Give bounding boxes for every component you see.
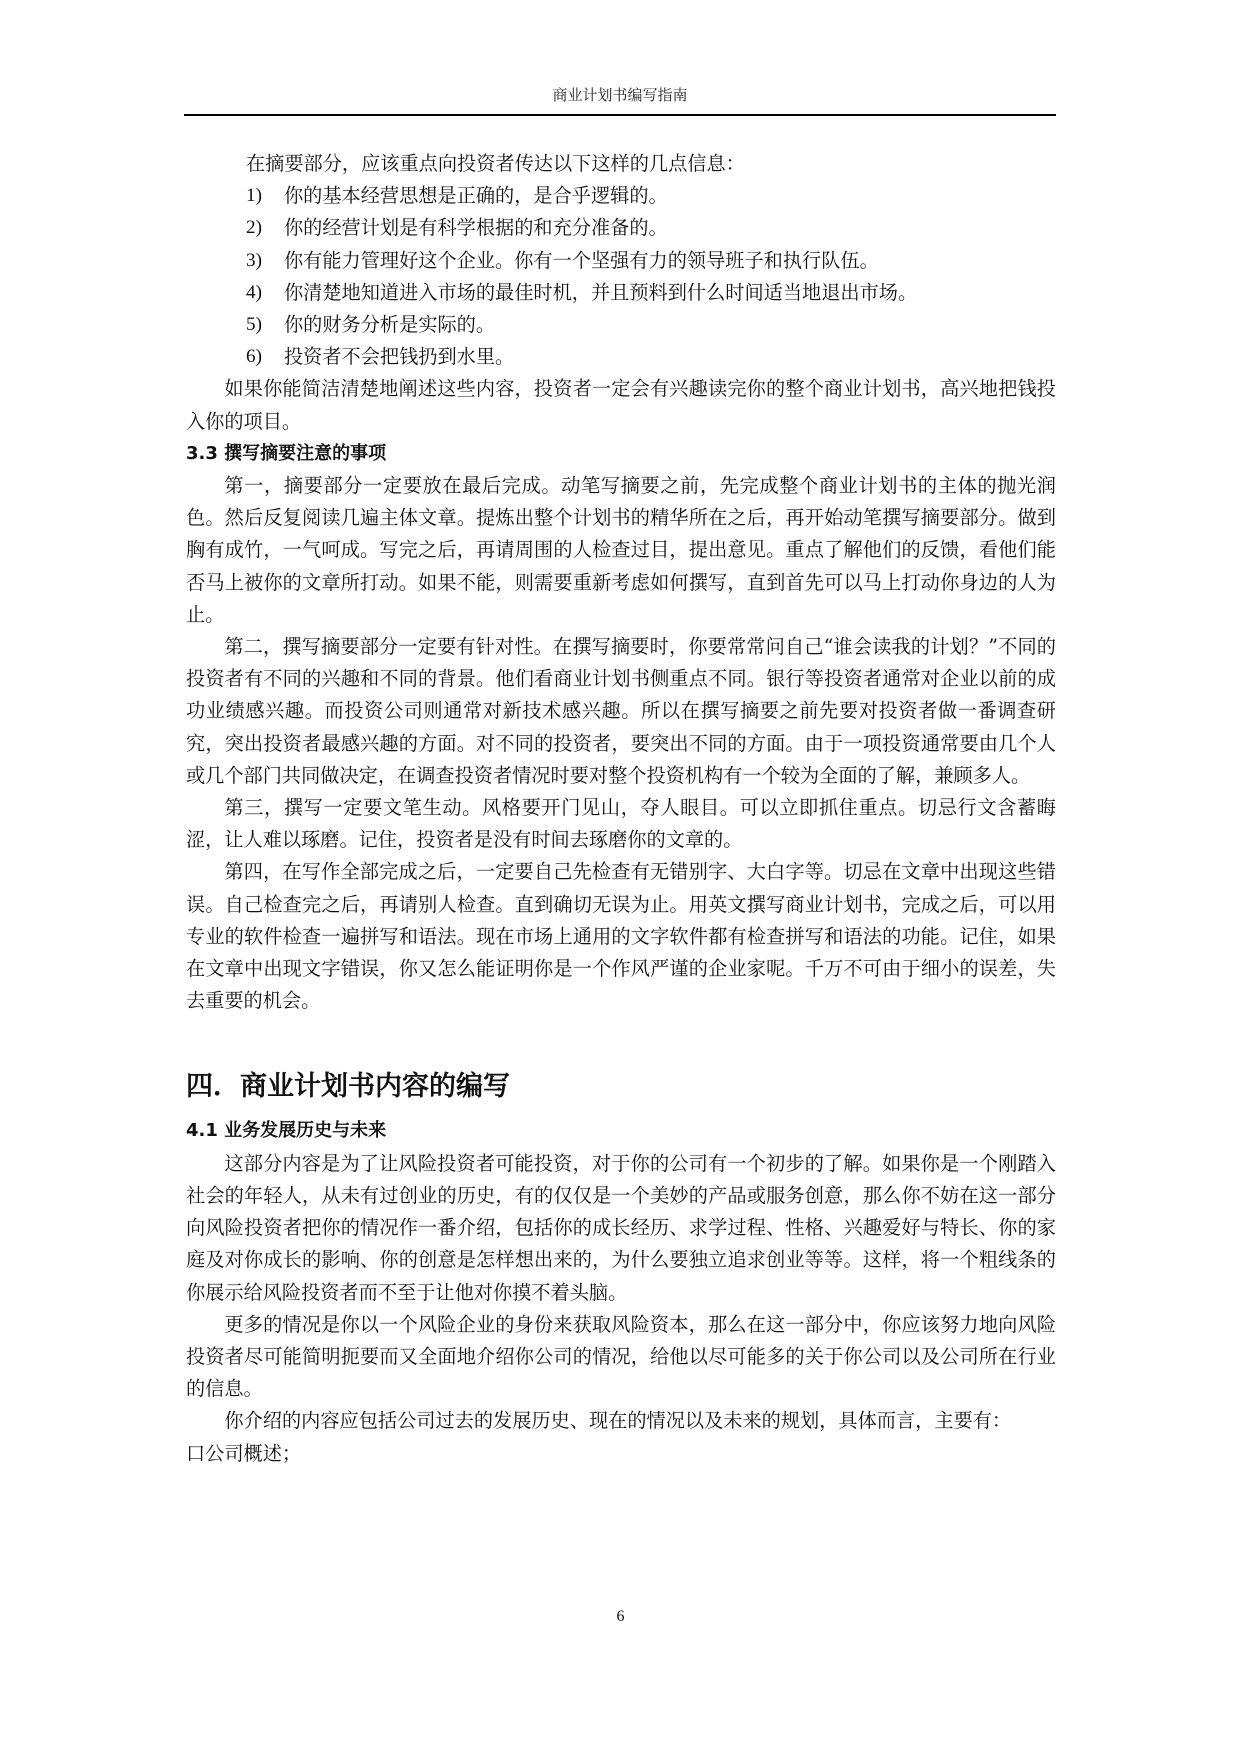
paragraph: 第一，摘要部分一定要放在最后完成。动笔写摘要之前，先完成整个商业计划书的主体的抛光润色。然后反复阅读几遍主体文章。提炼出整个计划书的精华所在之后，再开始动笔撰写摘要部分。做到胸有成竹，一气呵成。写完之后，再请周围的人检查过目，提出意见。重点了解他们的反馈，看他们能否马上被你的文章所打动。如果不能，则需要重新考虑如何撰写，直到首先可以马上打动你身边的人为止。 bbox=[186, 474, 1056, 626]
list-item bbox=[186, 212, 1056, 244]
list-number: 6) bbox=[246, 346, 262, 368]
section-heading-4-1: 4.1 业务发展历史与未来 bbox=[186, 1120, 387, 1142]
paragraph: 这部分内容是为了让风险投资者可能投资，对于你的公司有一个初步的了解。如果你是一个刚踏入社会的年轻人，从未有过创业的历史，有的仅仅是一个美妙的产品或服务创意，那么你不妨在这一部分向风险投资者把你的情况作一番介绍，包括你的成长经历、求学过程、性格、兴趣爱好与特长、你的家庭及对你成长的影响、你的创意是怎样想出来的，为什么要独立追求创业等等。这样，将一个粗线条的你展示给风险投资者而不至于让他对你摸不着头脑。 bbox=[186, 1151, 1056, 1304]
list-number: 3) bbox=[246, 249, 262, 271]
list-text: 你的基本经营思想是正确的，是合乎逻辑的。 bbox=[284, 184, 668, 208]
paragraph: 第三，撰写一定要文笔生动。风格要开门见山，夺人眼目。可以立即抓住重点。切忌行文含蓄晦涩，让人难以琢磨。记住，投资者是没有时间去琢磨你的文章的。 bbox=[186, 796, 1056, 852]
paragraph: 第四，在写作全部完成之后，一定要自己先检查有无错别字、大白字等。切忌在文章中出现这些错误。自己检查完之后，再请别人检查。直到确切无误为止。用英文撰写商业计划书，完成之后，可以用专业的软件检查一遍拼写和语法。现在市场上通用的文字软件都有检查拼写和语法的功能。记住，如果在文章中出现文字错误，你又怎么能证明你是一个作风严谨的企业家呢。千万不可由于细小的误差，失去重要的机会。 bbox=[186, 860, 1056, 1013]
page-number: 6 bbox=[616, 1608, 625, 1625]
paragraph: 你介绍的内容应包括公司过去的发展历史、现在的情况以及未来的规划，具体而言，主要有： bbox=[224, 1409, 1012, 1433]
list-number: 1) bbox=[246, 185, 262, 207]
list-text: 你清楚地知道进入市场的最佳时机，并且预料到什么时间适当地退出市场。 bbox=[284, 280, 918, 304]
header-rule bbox=[184, 114, 1056, 116]
list-text: 你的财务分析是实际的。 bbox=[284, 313, 496, 337]
list-item bbox=[186, 341, 1056, 373]
paragraph: 第二，撰写摘要部分一定要有针对性。在撰写摘要时，你要常常问自己“谁会读我的计划？”不同的投资者有不同的兴趣和不同的背景。他们看商业计划书侧重点不同。银行等投资者通常对企业以前的成功业绩感兴趣。而投资公司则通常对新技术感兴趣。所以在撰写摘要之前先要对投资者做一番调查研究，突出投资者最感兴趣的方面。对不同的投资者，要突出不同的方面。由于一项投资通常要由几个人或几个部门共同做决定，在调查投资者情况时要对整个投资机构有一个较为全面的了解，兼顾多人。 bbox=[186, 635, 1056, 787]
list-item bbox=[186, 180, 1056, 212]
paragraph: 更多的情况是你以一个风险企业的身份来获取风险资本，那么在这一部分中，你应该努力地向风险投资者尽可能简明扼要而又全面地介绍你公司的情况，给他以尽可能多的关于你公司以及公司所在行业的信息。 bbox=[186, 1312, 1056, 1401]
list-number: 2) bbox=[246, 217, 262, 239]
list-item bbox=[186, 309, 1056, 341]
checklist-item: 口公司概述； bbox=[186, 1441, 302, 1465]
list-item bbox=[186, 277, 1056, 309]
list-text: 你的经营计划是有科学根据的和充分准备的。 bbox=[284, 216, 668, 240]
section-heading-3-3: 3.3 撰写摘要注意的事项 bbox=[186, 442, 387, 464]
running-header: 商业计划书编写指南 bbox=[552, 86, 688, 104]
page-body bbox=[186, 148, 1056, 1470]
chapter-heading-4: 四．商业计划书内容的编写 bbox=[186, 1071, 510, 1103]
paragraph: 如果你能简洁清楚地阐述这些内容，投资者一定会有兴趣读完你的整个商业计划书，高兴地把钱投入你的项目。 bbox=[186, 377, 1056, 433]
list-text: 投资者不会把钱扔到水里。 bbox=[284, 345, 515, 369]
intro-lead: 在摘要部分，应该重点向投资者传达以下这样的几点信息： bbox=[246, 152, 745, 175]
list-number: 5) bbox=[246, 314, 262, 336]
list-item bbox=[186, 245, 1056, 277]
list-text: 你有能力管理好这个企业。你有一个坚强有力的领导班子和执行队伍。 bbox=[284, 248, 879, 272]
list-number: 4) bbox=[246, 281, 262, 303]
